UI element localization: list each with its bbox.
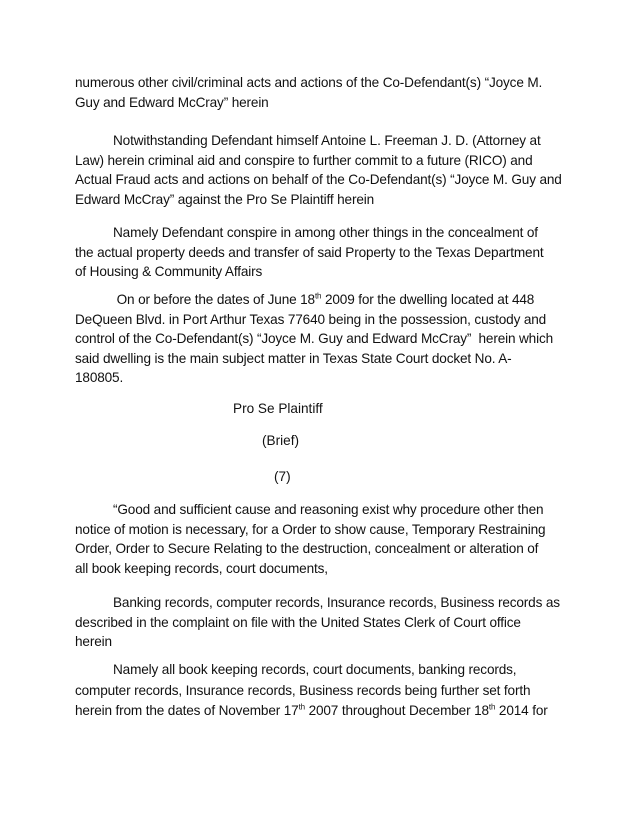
paragraph-5 bbox=[75, 500, 575, 578]
text-fragment: 2009 for the dwelling located at 448 bbox=[321, 292, 535, 307]
heading-subtitle: (Brief) bbox=[262, 433, 300, 448]
text-line: the actual property deeds and transfer of said Property to the Texas Department bbox=[75, 244, 544, 260]
heading-title: Pro Se Plaintiff bbox=[233, 401, 323, 416]
text-line bbox=[75, 290, 575, 310]
ordinal-suffix: th bbox=[314, 291, 322, 301]
paragraph-3 bbox=[75, 223, 575, 282]
paragraph-6 bbox=[75, 593, 575, 652]
text-line: said dwelling is the main subject matter in Texas State Court docket No. A- bbox=[75, 350, 512, 366]
text-line: control of the Co-Defendant(s) “Joyce M. Guy and Edward McCray” herein which bbox=[75, 331, 554, 347]
text-line: of Housing & Community Affairs bbox=[75, 264, 263, 280]
text-fragment: On or before the dates of June 18 bbox=[113, 292, 315, 307]
text-line: Banking records, computer records, Insurance records, Business records as bbox=[113, 595, 560, 610]
paragraph-7 bbox=[75, 660, 575, 722]
text-line: Notwithstanding Defendant himself Antoine L. Freeman J. D. (Attorney at bbox=[113, 133, 541, 148]
text-line: described in the complaint on file with the United States Clerk of Court office bbox=[75, 614, 521, 630]
text-fragment: herein from the dates of November 17 bbox=[75, 703, 299, 718]
paragraph-4 bbox=[75, 290, 575, 388]
text-line: Namely Defendant conspire in among other things in the concealment of bbox=[113, 225, 538, 240]
ordinal-suffix: th bbox=[488, 702, 496, 712]
text-line: Order, Order to Secure Relating to the destruction, concealment or alteration of bbox=[75, 541, 539, 557]
text-line: DeQueen Blvd. in Port Arthur Texas 77640 being in the possession, custody and bbox=[75, 311, 547, 327]
text-line: computer records, Insurance records, Business records being further set forth bbox=[75, 682, 531, 698]
text-line: Edward McCray” against the Pro Se Plaintiff herein bbox=[75, 191, 375, 207]
text-line bbox=[75, 701, 575, 722]
text-line: notice of motion is necessary, for a Order to show cause, Temporary Restraining bbox=[75, 521, 546, 537]
ordinal-suffix: th bbox=[298, 702, 305, 712]
text-line: herein bbox=[75, 634, 112, 650]
paragraph-1 bbox=[75, 73, 575, 112]
text-line: Namely all book keeping records, court documents, banking records, bbox=[113, 662, 517, 677]
text-line: “Good and sufficient cause and reasoning exist why procedure other then bbox=[113, 502, 544, 517]
text-line: Law) herein criminal aid and conspire to further commit to a future (RICO) and bbox=[75, 152, 533, 168]
text-fragment: 2007 throughout December 18 bbox=[304, 703, 489, 718]
heading-number: (7) bbox=[274, 469, 291, 484]
text-line: Actual Fraud acts and actions on behalf of the Co-Defendant(s) “Joyce M. Guy and bbox=[75, 172, 562, 188]
paragraph-2 bbox=[75, 131, 575, 209]
text-line: 180805. bbox=[75, 370, 124, 386]
text-line: numerous other civil/criminal acts and actions of the Co-Defendant(s) “Joyce M. bbox=[75, 75, 543, 90]
text-line: all book keeping records, court documents, bbox=[75, 560, 328, 576]
text-fragment: 2014 for bbox=[495, 703, 548, 718]
text-line: Guy and Edward McCray” herein bbox=[75, 94, 269, 110]
